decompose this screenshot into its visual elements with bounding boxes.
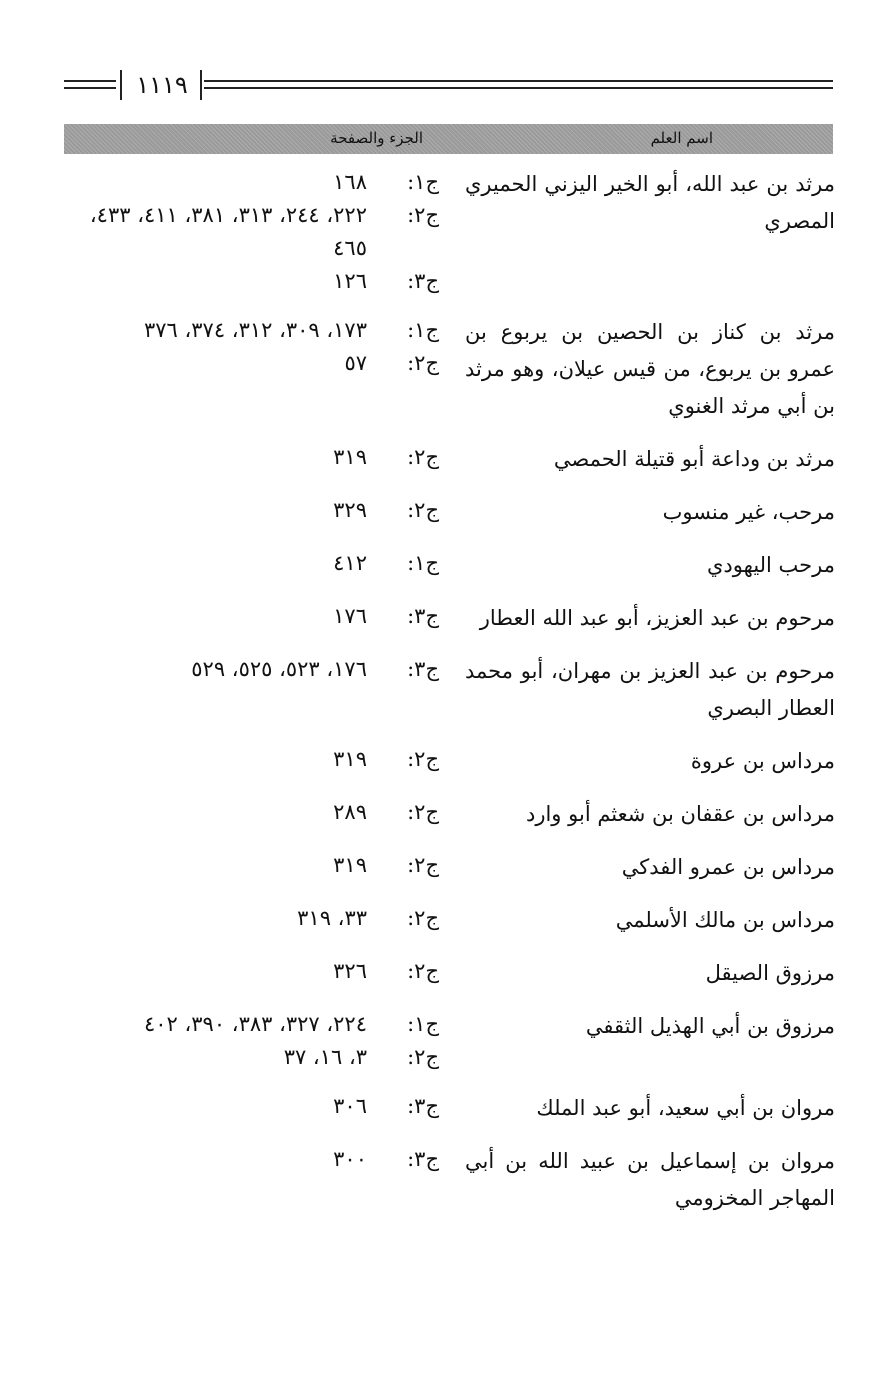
page-numbers: ٣، ١٦، ٣٧ bbox=[283, 1045, 367, 1069]
page-number: ١١١٩ bbox=[136, 71, 188, 99]
volume-label: ج٣: bbox=[407, 657, 439, 681]
page-numbers: ٣٢٩ bbox=[333, 498, 367, 522]
reference-line bbox=[68, 314, 439, 347]
page-numbers: ٢٢٤، ٣٢٧، ٣٨٣، ٣٩٠، ٤٠٢ bbox=[143, 1012, 367, 1036]
entry-name: مرثد بن كناز بن الحصين بن يربوع بن عمرو بن يربوع، من قيس عيلان، وهو مرثد بن أبي مرثد الغنوي bbox=[465, 320, 835, 418]
reference-line bbox=[68, 166, 439, 199]
entry-name: مرحوم بن عبد العزيز، أبو عبد الله العطار bbox=[479, 606, 835, 630]
page-numbers: ٢٨٩ bbox=[333, 800, 367, 824]
reference-line bbox=[68, 494, 439, 527]
volume-label: ج٢: bbox=[407, 203, 439, 227]
reference-line bbox=[68, 547, 439, 580]
volume-label: ج٢: bbox=[407, 351, 439, 375]
page-numbers: ١٧٣، ٣٠٩، ٣١٢، ٣٧٤، ٣٧٦ bbox=[143, 318, 367, 342]
volume-label: ج٢: bbox=[407, 445, 439, 469]
volume-label: ج٣: bbox=[407, 269, 439, 293]
entry-references bbox=[64, 1090, 465, 1123]
reference-line bbox=[68, 1090, 439, 1123]
index-entries bbox=[64, 166, 835, 1233]
reference-line bbox=[68, 743, 439, 776]
reference-line bbox=[68, 796, 439, 829]
header-name-column: اسم العلم bbox=[650, 129, 713, 147]
reference-line bbox=[68, 600, 439, 633]
entry-name: مرحوم بن عبد العزيز بن مهران، أبو محمد العطار البصري bbox=[465, 659, 835, 720]
rule-line bbox=[64, 87, 116, 89]
rule-bar bbox=[200, 70, 202, 100]
entry-references bbox=[64, 1008, 465, 1074]
page-numbers: ٣٢٦ bbox=[333, 959, 367, 983]
rule-line bbox=[204, 80, 833, 82]
index-entry bbox=[64, 314, 835, 425]
entry-references bbox=[64, 166, 465, 298]
index-entry bbox=[64, 849, 835, 886]
index-entry bbox=[64, 955, 835, 992]
index-entry bbox=[64, 1090, 835, 1127]
entry-name: مرداس بن عمرو الفدكي bbox=[621, 855, 835, 879]
page-numbers: ٣١٩ bbox=[333, 747, 367, 771]
volume-label: ج٣: bbox=[407, 1094, 439, 1118]
entry-name: مرزوق الصيقل bbox=[705, 961, 835, 985]
entry-references bbox=[64, 441, 465, 474]
volume-label: ج٢: bbox=[407, 1045, 439, 1069]
entry-name: مروان بن أبي سعيد، أبو عبد الملك bbox=[536, 1096, 835, 1120]
reference-line bbox=[68, 441, 439, 474]
volume-label: ج٢: bbox=[407, 906, 439, 930]
page-numbers: ١٢٦ bbox=[333, 269, 367, 293]
page-numbers: ٣١٩ bbox=[333, 445, 367, 469]
entry-name: مرداس بن مالك الأسلمي bbox=[615, 908, 835, 932]
index-entry bbox=[64, 494, 835, 531]
page-header-rule bbox=[64, 70, 833, 110]
entry-references bbox=[64, 494, 465, 527]
page-numbers: ٣٠٦ bbox=[333, 1094, 367, 1118]
volume-label: ج٣: bbox=[407, 604, 439, 628]
reference-line bbox=[68, 1041, 439, 1074]
entry-references bbox=[64, 902, 465, 935]
index-entry bbox=[64, 547, 835, 584]
entry-name: مرثد بن عبد الله، أبو الخير اليزني الحميري المصري bbox=[465, 172, 835, 233]
entry-references bbox=[64, 1143, 465, 1176]
reference-line bbox=[68, 265, 439, 298]
volume-label: ج٢: bbox=[407, 959, 439, 983]
reference-line bbox=[68, 849, 439, 882]
rule-line bbox=[204, 87, 833, 89]
reference-line bbox=[68, 902, 439, 935]
page-numbers: ٢٢٢، ٢٤٤، ٣١٣، ٣٨١، ٤١١، ٤٣٣، ٤٦٥ bbox=[89, 203, 367, 260]
index-entry bbox=[64, 600, 835, 637]
rule-bar bbox=[120, 70, 122, 100]
rule-line bbox=[64, 80, 116, 82]
page-numbers: ٣١٩ bbox=[333, 853, 367, 877]
index-entry bbox=[64, 441, 835, 478]
index-entry bbox=[64, 1143, 835, 1217]
index-entry bbox=[64, 902, 835, 939]
entry-references bbox=[64, 955, 465, 988]
reference-line bbox=[68, 199, 439, 265]
reference-line bbox=[68, 1143, 439, 1176]
entry-references bbox=[64, 314, 465, 380]
index-entry bbox=[64, 743, 835, 780]
volume-label: ج٢: bbox=[407, 498, 439, 522]
entry-name: مرداس بن عقفان بن شعثم أبو وارد bbox=[525, 802, 835, 826]
volume-label: ج٢: bbox=[407, 747, 439, 771]
index-entry bbox=[64, 166, 835, 298]
page-numbers: ٤١٢ bbox=[333, 551, 367, 575]
index-entry bbox=[64, 653, 835, 727]
page-numbers: ١٧٦، ٥٢٣، ٥٢٥، ٥٢٩ bbox=[191, 657, 367, 681]
entry-name: مرحب، غير منسوب bbox=[662, 500, 835, 524]
entry-references bbox=[64, 547, 465, 580]
entry-name: مرداس بن عروة bbox=[690, 749, 835, 773]
page-numbers: ٣٣، ٣١٩ bbox=[297, 906, 367, 930]
volume-label: ج٢: bbox=[407, 800, 439, 824]
table-header bbox=[64, 124, 833, 154]
entry-name: مرثد بن وداعة أبو قتيلة الحمصي bbox=[553, 447, 835, 471]
entry-references bbox=[64, 600, 465, 633]
page-numbers: ١٧٦ bbox=[333, 604, 367, 628]
reference-line bbox=[68, 653, 439, 686]
entry-references bbox=[64, 796, 465, 829]
entry-name: مرحب اليهودي bbox=[707, 553, 835, 577]
header-pages-column: الجزء والصفحة bbox=[330, 129, 423, 147]
reference-line bbox=[68, 347, 439, 380]
entry-name: مرزوق بن أبي الهذيل الثقفي bbox=[585, 1014, 835, 1038]
reference-line bbox=[68, 955, 439, 988]
volume-label: ج١: bbox=[407, 318, 439, 342]
entry-name: مروان بن إسماعيل بن عبيد الله بن أبي المهاجر المخزومي bbox=[465, 1149, 835, 1210]
entry-references bbox=[64, 653, 465, 686]
index-entry bbox=[64, 1008, 835, 1074]
page-numbers: ١٦٨ bbox=[333, 170, 367, 194]
page-numbers: ٥٧ bbox=[344, 351, 367, 375]
volume-label: ج١: bbox=[407, 1012, 439, 1036]
entry-references bbox=[64, 849, 465, 882]
index-entry bbox=[64, 796, 835, 833]
volume-label: ج٢: bbox=[407, 853, 439, 877]
page-numbers: ٣٠٠ bbox=[333, 1147, 367, 1171]
volume-label: ج١: bbox=[407, 551, 439, 575]
reference-line bbox=[68, 1008, 439, 1041]
volume-label: ج٣: bbox=[407, 1147, 439, 1171]
entry-references bbox=[64, 743, 465, 776]
volume-label: ج١: bbox=[407, 170, 439, 194]
